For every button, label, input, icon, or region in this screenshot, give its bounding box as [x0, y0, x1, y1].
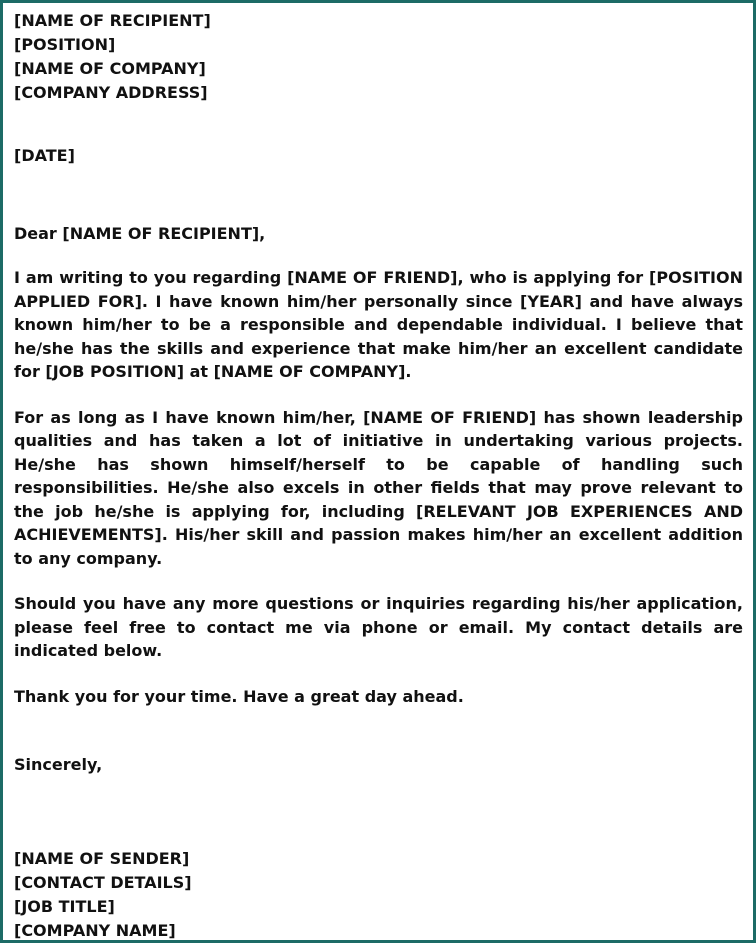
recipient-company: [NAME OF COMPANY]	[14, 59, 206, 78]
recipient-block	[14, 9, 743, 105]
sender-name: [NAME OF SENDER]	[14, 849, 190, 868]
sender-block	[14, 847, 743, 943]
recipient-address: [COMPANY ADDRESS]	[14, 83, 208, 102]
closing: Sincerely,	[14, 755, 103, 774]
salutation: Dear [NAME OF RECIPIENT],	[14, 224, 266, 243]
body-paragraph-contact: Should you have any more questions or inquiries regarding his/her application, please feel free to contact me via phone or email. My contact details are indicated below.	[14, 594, 743, 660]
body-paragraph-qualities: For as long as I have known him/her, [NAME OF FRIEND] has shown leadership qualities and has taken a lot of initiative in undertaking various projects. He/she has shown himself/herself to be capable of handling such responsibilities. He/she also excels in other fields that may prove relevant to the job he/she is applying for, including [RELEVANT JOB EXPERIENCES AND ACHIEVEMENTS]. His/her skill and passion makes him/her an excellent addition to any company.	[14, 407, 743, 568]
recipient-position: [POSITION]	[14, 35, 116, 54]
body-paragraph-thanks: Thank you for your time. Have a great day ahead.	[14, 686, 464, 706]
recipient-name: [NAME OF RECIPIENT]	[14, 11, 211, 30]
letter-date: [DATE]	[14, 146, 75, 165]
body-paragraph-intro: I am writing to you regarding [NAME OF FRIEND], who is applying for [POSITION APPLIED FOR]. I have known him/her personally since [YEAR] and have always known him/her to be a responsible and dependable individual. I believe that he/she has the skills and experience that make him/her an excellent candidate for [JOB POSITION] at [NAME OF COMPANY].	[14, 268, 743, 381]
sender-contact: [CONTACT DETAILS]	[14, 873, 192, 892]
sender-company: [COMPANY NAME]	[14, 921, 176, 940]
sender-title: [JOB TITLE]	[14, 897, 115, 916]
